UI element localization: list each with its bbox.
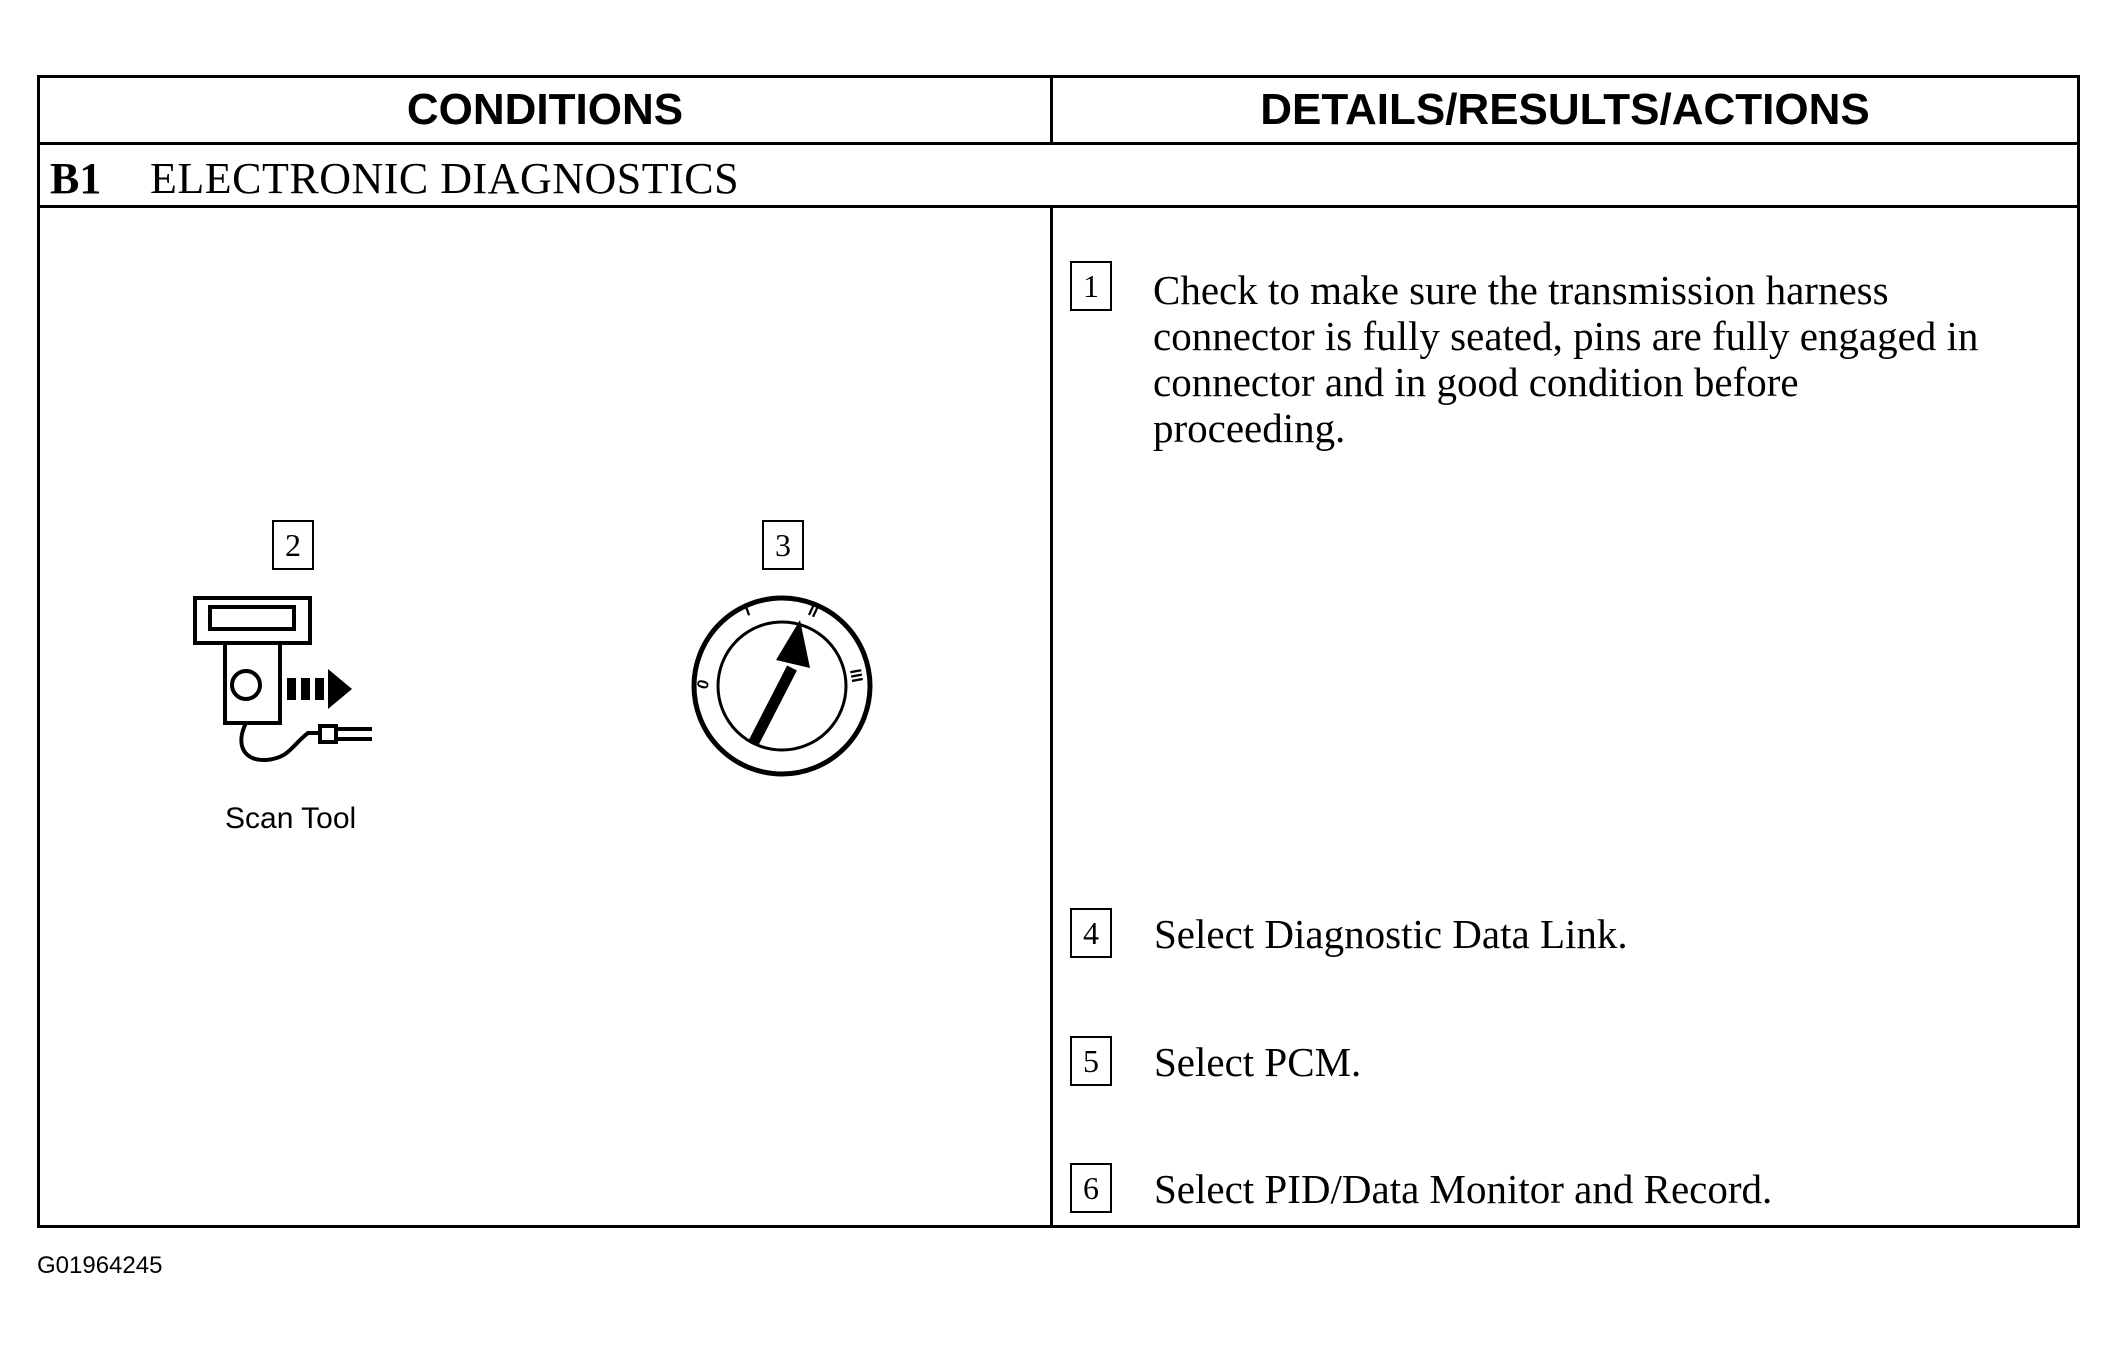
step-6-box: 6: [1070, 1163, 1112, 1213]
column-divider: [1050, 208, 1053, 1228]
diagnostic-table: [37, 75, 2080, 1228]
section-title: ELECTRONIC DIAGNOSTICS: [150, 154, 740, 203]
conditions-header: CONDITIONS: [406, 85, 684, 134]
ignition-label-3: III: [846, 667, 866, 684]
step-1-box: 1: [1070, 261, 1112, 311]
section-row: [40, 145, 2077, 208]
step-5-box: 5: [1070, 1036, 1112, 1086]
step-5-text: Select PCM.: [1154, 1039, 1362, 1085]
ignition-label-1: I: [742, 602, 753, 620]
scan-tool-caption: Scan Tool: [225, 802, 357, 835]
header-row: [40, 78, 2077, 145]
ignition-switch-icon: [690, 588, 890, 788]
step-3-box: 3: [762, 520, 804, 570]
ignition-label-0: 0: [694, 678, 714, 692]
ignition-label-2: II: [805, 602, 821, 622]
step-1-text: Check to make sure the transmission harness connector is fully seated, pins are fully engaged in connector and in good condition before proceeding.: [1153, 267, 1979, 451]
figure-id: G01964245: [37, 1252, 163, 1279]
step-4-box: 4: [1070, 908, 1112, 958]
step-2-box: 2: [272, 520, 314, 570]
step-4-text: Select Diagnostic Data Link.: [1154, 911, 1628, 957]
scan-tool-icon: [190, 593, 440, 793]
section-code: B1: [50, 154, 102, 203]
step-6-text: Select PID/Data Monitor and Record.: [1154, 1166, 1773, 1212]
details-header: DETAILS/RESULTS/ACTIONS: [1260, 85, 1870, 134]
